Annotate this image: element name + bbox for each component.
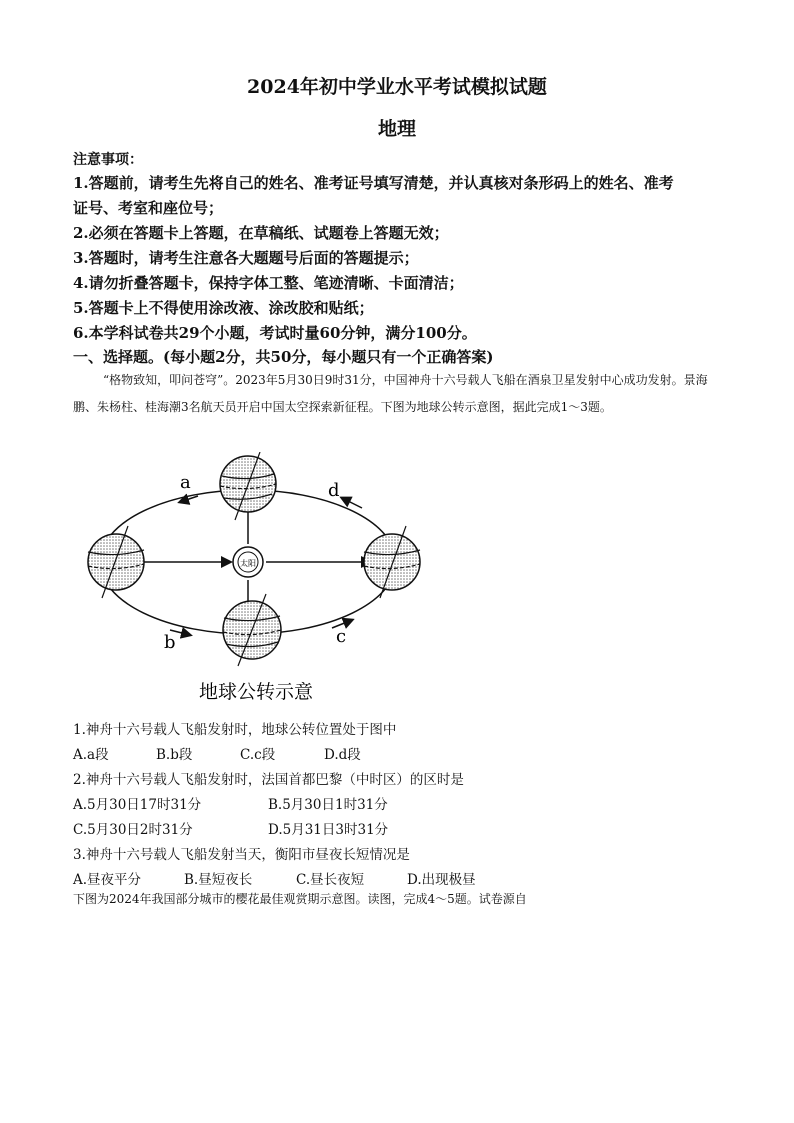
note-line: 1.答题前，请考生先将自己的姓名、准考证号填写清楚，并认真核对条形码上的姓名、准考 — [73, 174, 674, 192]
q3-option-b: B.昼短夜长 — [184, 872, 253, 888]
notes-heading: 注意事项： — [73, 152, 143, 168]
q2-option-a: A.5月30日17时31分 — [73, 797, 202, 813]
figure-caption: 地球公转示意 — [198, 681, 314, 703]
q3-option-d: D.出现极昼 — [407, 872, 476, 888]
next-figure-intro: 下图为2024年我国部分城市的樱花最佳观赏期示意图。读图，完成4～5题。试卷源自 — [73, 892, 527, 906]
label-b: b — [164, 632, 176, 653]
intro-paragraph: “格物致知，叩问苍穹”。2023年5月30日9时31分，中国神舟十六号载人飞船在酒泉卫星发射中心成功发射。景海鹏、朱杨柱、桂海潮3名航天员开启中国太空探索新征程。下图为地球公转示意图，据此完成1～3题。 — [73, 373, 708, 414]
section-heading: 一、选择题。(每小题2分，共50分，每小题只有一个正确答案) — [73, 348, 494, 366]
note-line: 3.答题时，请考生注意各大题题号后面的答题提示； — [73, 249, 419, 267]
q1-option-b: B.b段 — [156, 747, 193, 763]
sun-label: 太阳 — [240, 559, 256, 568]
note-line: 证号、考室和座位号； — [73, 199, 224, 217]
sun-icon — [233, 547, 263, 577]
q1-option-c: C.c段 — [240, 747, 276, 763]
subject-title: 地理 — [377, 118, 416, 140]
q2-option-c: C.5月30日2时31分 — [73, 822, 193, 838]
question-2-stem: 2.神舟十六号载人飞船发射时，法国首都巴黎（中时区）的区时是 — [73, 772, 464, 788]
label-a: a — [180, 472, 191, 493]
q3-option-c: C.昼长夜短 — [296, 872, 365, 888]
earth-revolution-figure — [70, 452, 440, 712]
q1-option-d: D.d段 — [324, 747, 361, 763]
question-3-stem: 3.神舟十六号载人飞船发射当天，衡阳市昼夜长短情况是 — [73, 847, 410, 863]
label-d: d — [328, 480, 340, 501]
exam-title: 2024年初中学业水平考试模拟试题 — [247, 76, 547, 98]
note-line: 4.请勿折叠答题卡，保持字体工整、笔迹清晰、卡面清洁； — [73, 274, 464, 292]
q2-option-b: B.5月30日1时31分 — [268, 797, 388, 813]
note-line: 2.必须在答题卡上答题，在草稿纸、试题卷上答题无效； — [73, 224, 449, 242]
q1-option-a: A.a段 — [73, 747, 109, 763]
note-line: 6.本学科试卷共29个小题，考试时量60分钟，满分100分。 — [73, 324, 477, 342]
q3-option-a: A.昼夜平分 — [73, 872, 142, 888]
q2-option-d: D.5月31日3时31分 — [268, 822, 389, 838]
label-c: c — [336, 626, 347, 647]
question-1-stem: 1.神舟十六号载人飞船发射时，地球公转位置处于图中 — [73, 722, 397, 738]
note-line: 5.答题卡上不得使用涂改液、涂改胶和贴纸； — [73, 299, 374, 317]
